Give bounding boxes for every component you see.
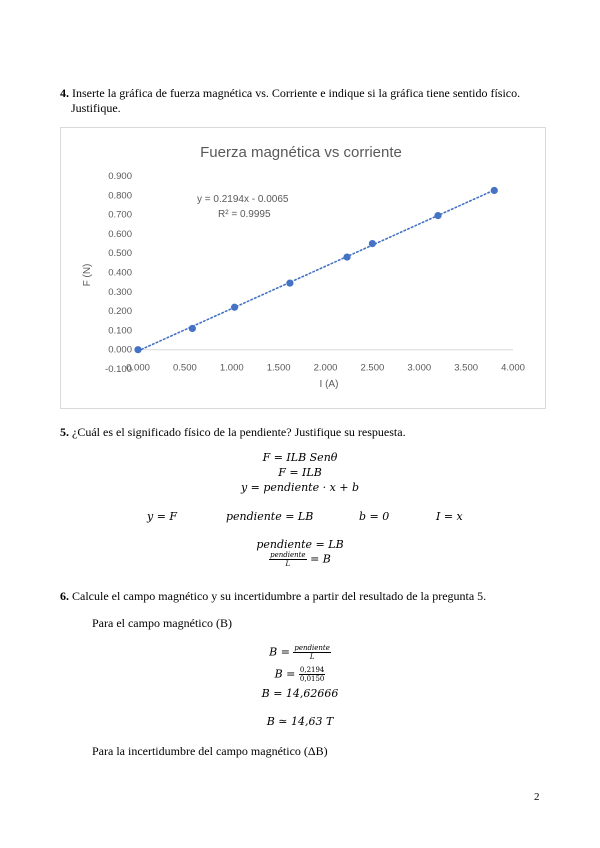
- x-tick-label: 0.500: [172, 362, 197, 374]
- q4-number: 4.: [60, 86, 69, 100]
- q4-heading: [60, 85, 520, 101]
- data-point: [434, 212, 441, 219]
- eq-force-sin: F = ILB Senθ: [262, 451, 338, 464]
- q6-sub-field: Para el campo magnético (B): [92, 616, 232, 630]
- data-point: [343, 253, 350, 260]
- q5-text: ¿Cuál es el significado físico de la pendiente? Justifique su respuesta.: [72, 425, 406, 439]
- x-tick-label: 0.000: [126, 362, 150, 374]
- eq-equals-b: = B: [310, 552, 331, 566]
- q6-text: Calcule el campo magnético y su incertidumbre a partir del resultado de la pregunta 5.: [72, 589, 487, 603]
- x-tick-label: 1.500: [266, 362, 291, 374]
- q6-sub-uncertainty: Para la incertidumbre del campo magnético (ΔB): [92, 744, 328, 758]
- eq-i-equals-x: I = x: [436, 510, 463, 523]
- y-tick-label: 0.800: [108, 190, 132, 202]
- y-tick-label: 0.400: [108, 267, 132, 279]
- y-tick-label: 0.700: [108, 209, 132, 221]
- data-point: [134, 346, 141, 353]
- y-tick-label: -0.100: [105, 364, 132, 375]
- y-tick-label: 0.600: [108, 228, 132, 240]
- x-tick-label: 1.000: [219, 362, 244, 374]
- y-tick-label: 0.300: [108, 286, 132, 298]
- eq-linear: y = pendiente · x + b: [240, 481, 360, 494]
- q6-number: 6.: [60, 589, 69, 603]
- x-tick-label: 4.000: [501, 362, 525, 374]
- eq-force: F = ILB: [278, 466, 322, 479]
- eq-b-from-pendiente: [0, 551, 600, 568]
- data-point: [491, 187, 498, 194]
- eq-b-zero: b = 0: [359, 510, 390, 523]
- frac-denominator: L: [309, 653, 315, 661]
- q5-number: 5.: [60, 425, 69, 439]
- x-axis-label: I (A): [319, 379, 339, 390]
- frac-denominator: 0,0150: [299, 675, 325, 683]
- x-tick-label: 3.500: [454, 362, 479, 374]
- q5-heading: [60, 424, 406, 440]
- frac-numerator: pendiente: [270, 551, 306, 559]
- data-point: [369, 240, 376, 247]
- y-tick-label: 0.500: [108, 248, 132, 260]
- frac-numerator: 0,2194: [299, 666, 325, 674]
- y-tick-label: 0.200: [108, 306, 132, 318]
- x-tick-label: 3.000: [407, 362, 432, 374]
- trendline-equation: y = 0.2194x - 0.0065: [197, 194, 289, 205]
- frac-numerator: pendiente: [294, 644, 330, 652]
- y-tick-label: 0.000: [108, 344, 132, 356]
- y-axis-label: F (N): [82, 263, 93, 287]
- q6-heading: [60, 588, 486, 604]
- x-tick-label: 2.500: [360, 362, 385, 374]
- eq-pendiente-lb: pendiente = LB: [226, 510, 314, 523]
- scatter-chart: [61, 128, 545, 408]
- page-number: 2: [534, 791, 540, 803]
- eq-b-substituted: [0, 666, 600, 683]
- eq-pendiente: pendiente = LB: [256, 538, 344, 551]
- chart-container: [60, 127, 546, 409]
- x-tick-label: 2.000: [313, 362, 338, 374]
- data-point: [286, 280, 293, 287]
- y-tick-label: 0.100: [108, 325, 132, 337]
- trendline-r2: R² = 0.9995: [218, 209, 271, 220]
- eq-b-definition: [0, 644, 600, 661]
- q4-text-line1: Inserte la gráfica de fuerza magnética vs. Corriente e indique si la gráfica tiene sentido físico.: [72, 86, 521, 100]
- eq-b-rounded: B ≃ 14,63 T: [266, 715, 334, 728]
- y-tick-label: 0.900: [108, 171, 132, 182]
- eq-b2-lhs: B =: [274, 667, 296, 681]
- eq-b1-lhs: B =: [269, 645, 290, 659]
- eq-b-value: B = 14,62666: [261, 687, 339, 700]
- data-point: [189, 325, 196, 332]
- eq-y-equals-f: y = F: [147, 510, 178, 523]
- chart-title: Fuerza magnética vs corriente: [200, 144, 402, 161]
- frac-denominator: L: [285, 560, 291, 568]
- data-point: [231, 304, 238, 311]
- q4-text-line2: Justifique.: [71, 101, 121, 115]
